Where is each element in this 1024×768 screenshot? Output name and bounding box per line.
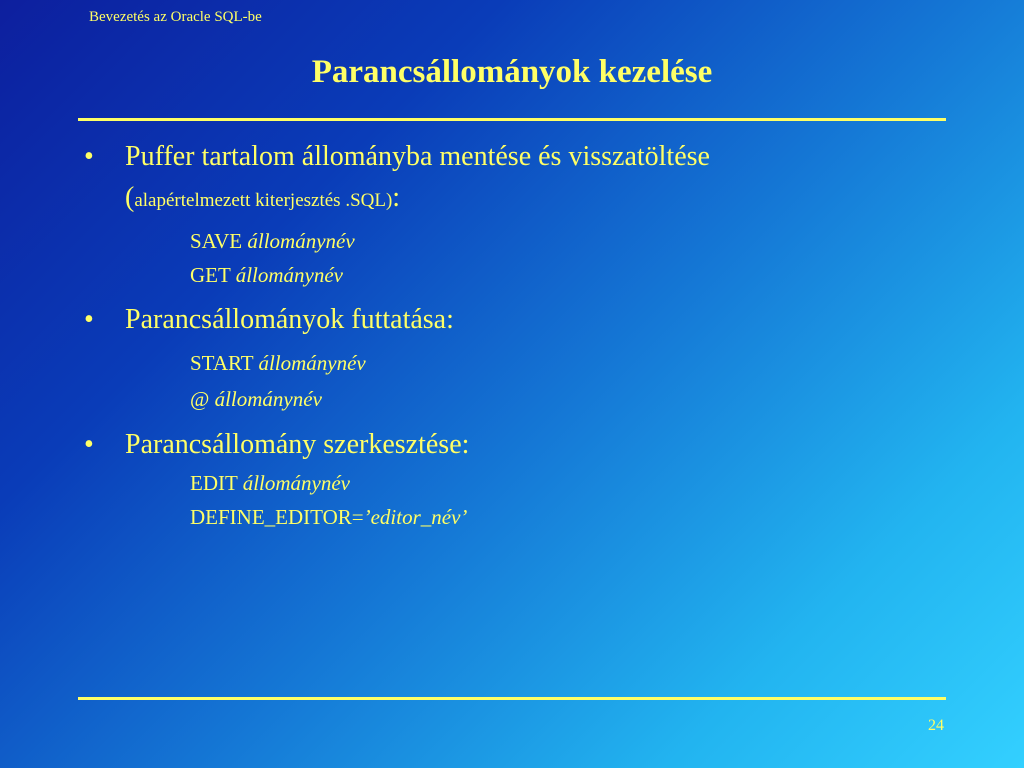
page-number: 24 [928, 717, 944, 734]
paren-open: ( [125, 182, 135, 213]
slide-title: Parancsállományok kezelése [311, 54, 713, 90]
command-at [190, 386, 322, 412]
command-argument: állománynév [235, 263, 343, 287]
bullet-1-symbol: • [84, 141, 94, 172]
command-keyword: SAVE [190, 229, 243, 253]
bullet-3-text: Parancsállomány szerkesztése: [125, 429, 470, 460]
command-start [190, 350, 366, 376]
command-argument: állománynév [214, 387, 322, 411]
command-keyword: START [190, 351, 254, 375]
command-argument: állománynév [258, 351, 366, 375]
command-keyword: GET [190, 263, 231, 287]
course-header: Bevezetés az Oracle SQL-be [89, 9, 262, 25]
bullet-1-text: Puffer tartalom állományba mentése és visszatöltése [125, 141, 710, 172]
command-keyword: @ [190, 387, 210, 411]
command-argument: állománynév [242, 471, 350, 495]
bullet-1-note: alapértelmezett kiterjesztés .SQL) [134, 190, 393, 211]
bullet-2-symbol: • [84, 304, 94, 335]
command-argument: ’editor_név’ [363, 505, 468, 529]
command-edit [190, 470, 350, 496]
bottom-divider [78, 697, 946, 700]
command-keyword: EDIT [190, 471, 238, 495]
command-define-editor [190, 504, 467, 530]
command-argument: állománynév [247, 229, 355, 253]
colon: : [392, 182, 401, 213]
command-get [190, 262, 343, 288]
bullet-1-note-line [125, 181, 400, 218]
command-keyword: DEFINE_EDITOR= [190, 505, 364, 529]
bullet-3-symbol: • [84, 429, 94, 460]
command-save [190, 228, 355, 254]
bullet-2-text: Parancsállományok futtatása: [125, 304, 454, 335]
